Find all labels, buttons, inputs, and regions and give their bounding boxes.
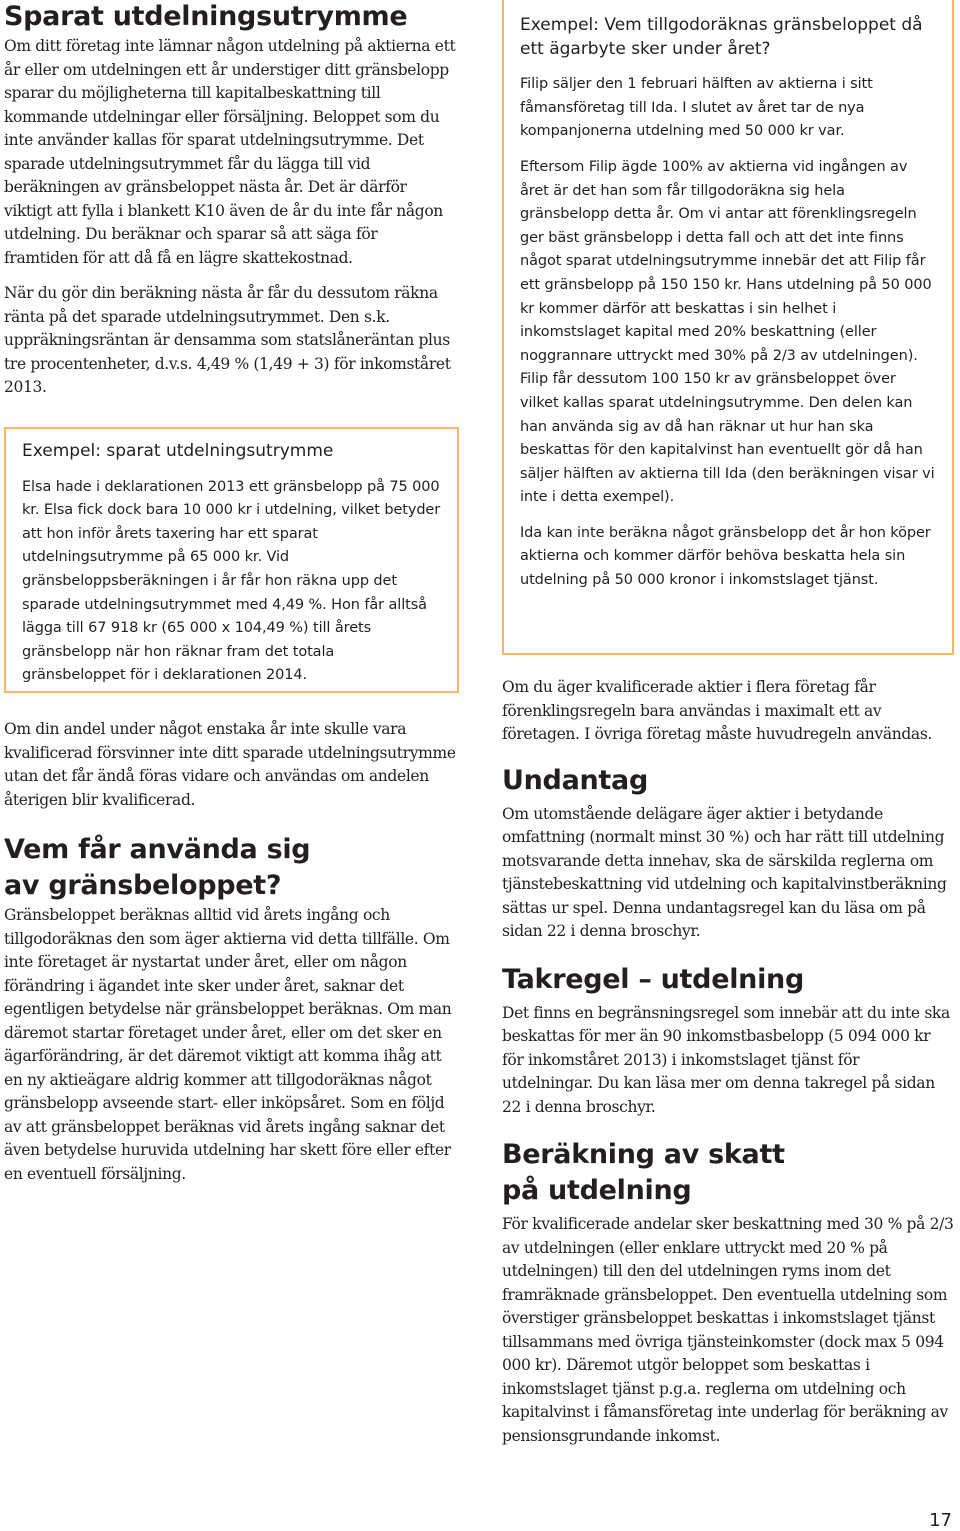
example-title-sparat: Exempel: sparat utdelningsutrymme — [22, 441, 334, 461]
example-agarbyte-p2: Eftersom Filip ägde 100% av aktierna vid ingången av året är det han som får tillgodoräkna sig hela gränsbelopp detta år. Om vi antar att förenklingsregeln ger bäst gränsbelopp i detta fall och att det inte finns något sparat utdelningsutrymme innebär det att Filip får ett gränsbelopp på 150 150 kr. Hans utdelning på 50 000 kr kommer därför att beskattas i sin helhet i inkomstslaget kapital med 20% beskattning (eller noggrannare uttryckt med 30% på 2/3 av utdelningen). Filip får dessutom 100 150 kr av gränsbeloppet över vilket kallas sparat utdelningsutrymme. Den delen kan han använda sig av då han räknar ut hur han ska beskattas för den kapitalvinst han eventuellt gör då han säljer hälften av aktierna till Ida (den beräkningen visar vi inte i detta exempel). — [520, 158, 935, 506]
example-body-sparat: Elsa hade i deklarationen 2013 ett gränsbelopp på 75 000 kr. Elsa fick dock bara 10 000 kr i utdelning, vilket betyder att hon inför årets taxering har ett sparat utdelningsutrymme på 65 000 kr. Vid gränsbeloppsberäkningen i år får hon räkna upp det sparade utdelningsutrymmet med 4,49 %. Hon får alltså lägga till 67 918 kr (65 000 x 104,49 %) till årets gränsbelopp när hon räknar fram det totala gränsbeloppet för i deklarationen 2014. — [22, 478, 441, 684]
page-number: 17 — [929, 1510, 952, 1531]
heading-undantag: Undantag — [502, 764, 648, 796]
paragraph-takregel: Det finns en begränsningsregel som innebär att du inte ska beskattas för mer än 90 inkomstbasbelopp (5 094 000 kr för inkomståret 2013) i inkomstslaget tjänst för utdelningar. Du kan läsa mer om denna takregel på sidan 22 i denna broschyr. — [502, 1003, 950, 1116]
left-column-lower — [4, 718, 460, 1186]
heading-berakning-line2: på utdelning — [502, 1175, 692, 1206]
paragraph-berakning: För kvalificerade andelar sker beskattning med 30 % på 2/3 av utdelningen (eller enklare uttryckt med 20 % på utdelningen) till den del utdelningen ryms inom det framräknade gränsbeloppet. Den eventuella utdelning som överstiger gränsbeloppet beskattas i inkomstslaget tjänst tillsammans med övriga tjänsteinkomster (dock max 5 094 000 kr). Däremot utgör beloppet som beskattas i inkomstslaget tjänst p.g.a. reglerna om utdelning och kapitalvinst i fåmansföretag inte underlag för beräkning av pensionsgrundande inkomst. — [502, 1215, 954, 1445]
heading-vem-line1: Vem får använda sig — [4, 834, 311, 865]
example-title-agarbyte: Exempel: Vem tillgodoräknas gränsbeloppet då ett ägarbyte sker under året? — [520, 15, 923, 59]
example-agarbyte-p1: Filip säljer den 1 februari hälften av aktierna i sitt fåmansföretag till Ida. I slutet av året tar de nya kompanjonerna utdelning med 50 000 kr var. — [520, 76, 873, 140]
heading-vem — [4, 832, 460, 904]
right-column-lower — [502, 676, 954, 1448]
heading-berakning — [502, 1137, 954, 1209]
example-box-agarbyte — [502, 0, 954, 655]
heading-vem-line2: av gränsbeloppet? — [4, 870, 282, 901]
heading-berakning-line1: Beräkning av skatt — [502, 1139, 785, 1170]
heading-sparat: Sparat utdelningsutrymme — [4, 1, 408, 32]
left-column — [4, 0, 460, 400]
paragraph-sparat-1: Om ditt företag inte lämnar någon utdelning på aktierna ett år eller om utdelningen ett år understiger ditt gränsbelopp sparar du möjligheterna till kapitalbeskattning till kommande utdelningar eller försäljning. Beloppet som du inte använder kallas för sparat utdelningsutrymme. Det sparade utdelningsutrymmet får du lägga till vid beräkningen av gränsbeloppet nästa år. Det är därför viktigt att fylla i blankett K10 även de år du inte får någon utdelning. Du beräknar och sparar så att säga för framtiden för att då få en lägre skattekostnad. — [4, 37, 456, 267]
example-box-sparat — [4, 427, 459, 693]
paragraph-vem: Gränsbeloppet beräknas alltid vid årets ingång och tillgodoräknas den som äger aktierna vid detta tillfälle. Om inte företaget är nystartat under året, eller om någon förändring i ägandet inte sker under året, saknar det egentligen betydelse när gränsbeloppet beräknas. Om man däremot startar företaget under året, eller om det sker en ägarförändring, är det däremot viktigt att komma ihåg att en ny aktieägare aldrig kommer att tillgodoräknas något gränsbelopp avseende start- eller inköpsåret. Som en följd av att gränsbeloppet beräknas vid årets ingång saknar det även betydelse huruvida utdelning har skett före eller efter en eventuell försäljning. — [4, 906, 452, 1183]
paragraph-undantag: Om utomstående delägare äger aktier i betydande omfattning (normalt minst 30 %) och har rätt till utdelning motsvarande detta innehav, ska de särskilda reglerna om tjänstebeskattning vid utdelning och kapitalvinstberäkning sättas ur spel. Denna undantagsregel kan du läsa om på sidan 22 i denna broschyr. — [502, 804, 947, 940]
paragraph-sparat-2: När du gör din beräkning nästa år får du dessutom räkna ränta på det sparade utdelningsutrymmet. Den s.k. uppräkningsräntan är densamma som statslåneräntan plus tre procentenheter, d.v.s. 4,49 % (1,49 + 3) för inkomståret 2013. — [4, 284, 451, 396]
paragraph-andel: Om din andel under något enstaka år inte skulle vara kvalificerad försvinner inte ditt sparade utdelningsutrymme utan det får ändå föras vidare och användas om andelen återigen blir kvalificerad. — [4, 720, 456, 809]
heading-takregel: Takregel – utdelning — [502, 963, 804, 995]
example-agarbyte-p3: Ida kan inte beräkna något gränsbelopp det år hon köper aktierna och kommer därför behöva beskatta hela sin utdelning på 50 000 kronor i inkomstslaget tjänst. — [520, 524, 931, 589]
paragraph-flera: Om du äger kvalificerade aktier i flera företag får förenklingsregeln bara användas i maximalt ett av företagen. I övriga företag måste huvudregeln användas. — [502, 678, 933, 743]
